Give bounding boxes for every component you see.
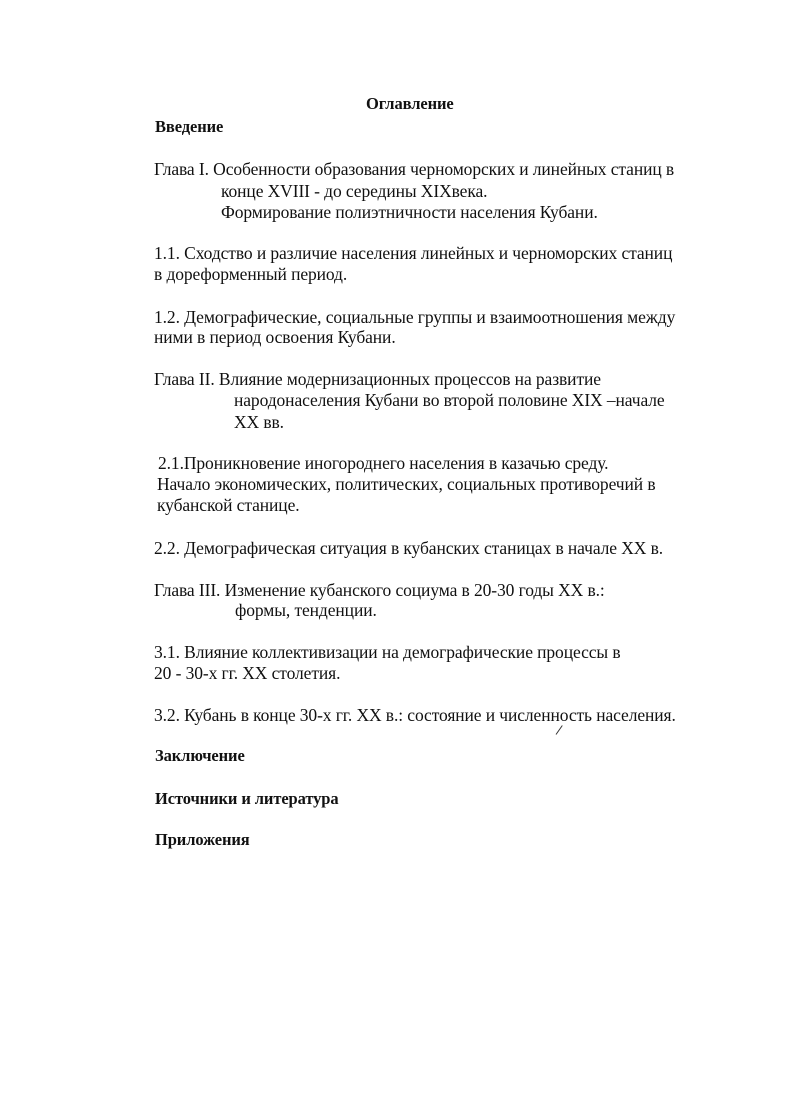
toc-section-1-1-line-1: 1.1. Сходство и различие населения линейных и черноморских станиц xyxy=(154,243,673,263)
toc-section-1-1-line-2: в дореформенный период. xyxy=(154,264,348,284)
toc-section-2-2: 2.2. Демографическая ситуация в кубанских станицах в начале XX в. xyxy=(154,538,664,558)
pen-mark xyxy=(556,725,563,735)
toc-section-3-2: 3.2. Кубань в конце 30-х гг. XX в.: состояние и численность населения. xyxy=(154,705,676,725)
toc-section-2-1-line-1: 2.1.Проникновение иногороднего населения в казачью среду. xyxy=(158,453,609,473)
toc-chapter-2-line-1: Глава II. Влияние модернизационных процессов на развитие xyxy=(154,369,601,389)
toc-section-3-1-line-1: 3.1. Влияние коллективизации на демографические процессы в xyxy=(154,642,621,662)
toc-chapter-2-line-2: народонаселения Кубани во второй половине XIX –начале xyxy=(234,390,665,410)
toc-chapter-1-line-1: Глава I. Особенности образования черноморских и линейных станиц в xyxy=(154,159,675,179)
toc-appendix: Приложения xyxy=(155,830,250,849)
toc-chapter-3-line-1: Глава III. Изменение кубанского социума в 20-30 годы XX в.: xyxy=(154,580,605,600)
toc-section-2-1-line-3: кубанской станице. xyxy=(157,495,300,515)
toc-section-3-1-line-2: 20 - 30-х гг. XX столетия. xyxy=(154,663,341,683)
toc-section-2-1-line-2: Начало экономических, политических, социальных противоречий в xyxy=(157,474,656,494)
toc-chapter-1-line-3: Формирование полиэтничности населения Кубани. xyxy=(221,202,598,222)
page-title: Оглавление xyxy=(366,94,454,113)
toc-chapter-2-line-3: XX вв. xyxy=(234,412,284,432)
toc-section-1-2-line-1: 1.2. Демографические, социальные группы и взаимоотношения между xyxy=(154,307,676,327)
toc-section-1-2-line-2: ними в период освоения Кубани. xyxy=(154,327,396,347)
toc-introduction: Введение xyxy=(155,117,224,136)
toc-chapter-1-line-2: конце XVIII - до середины XIXвека. xyxy=(221,181,488,201)
toc-chapter-3-line-2: формы, тенденции. xyxy=(235,600,377,620)
toc-sources: Источники и литература xyxy=(155,789,339,808)
toc-conclusion: Заключение xyxy=(155,746,245,765)
